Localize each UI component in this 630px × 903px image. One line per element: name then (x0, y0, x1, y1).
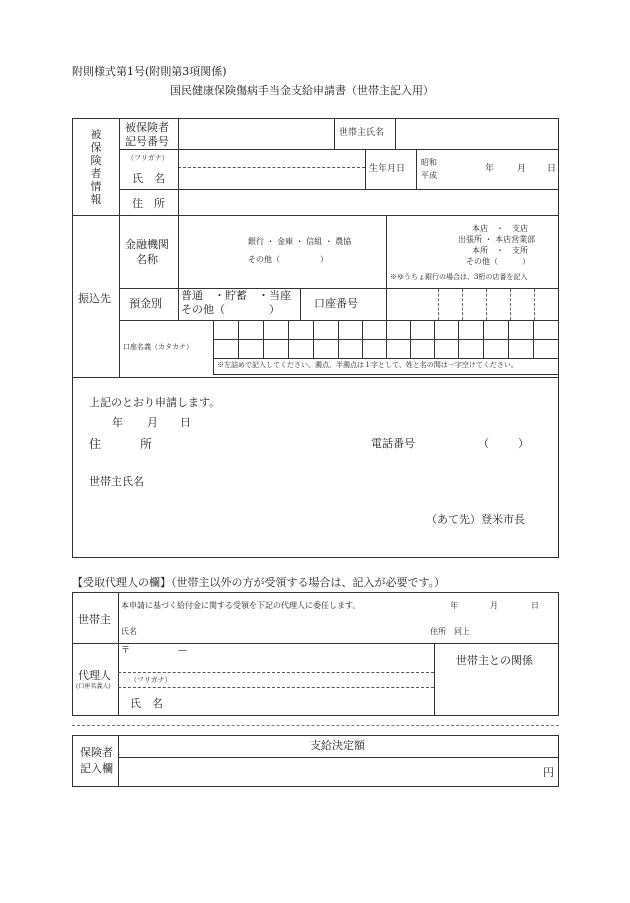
proxy-head-name-field[interactable] (140, 620, 420, 640)
declaration-address-label-2: 所 (140, 437, 153, 451)
deposit-label: 預金別 (129, 297, 162, 310)
transfer-section-label: 振込先 (78, 292, 111, 305)
amount-field[interactable] (119, 758, 539, 786)
account-name-label: 口座名義（カタカナ） (123, 343, 193, 351)
insured-number-label-2: 記号番号 (125, 135, 169, 148)
delegation-text: 本申請に基づく給付金に関する受領を下記の代理人に委任します。 (121, 601, 361, 610)
proxy-head-name-label: 氏名 (121, 627, 137, 636)
proxy-day: 日 (531, 601, 539, 610)
head-name-field[interactable] (396, 119, 558, 149)
branch-line-4[interactable]: その他（ ） (466, 257, 530, 266)
branch-line-3[interactable]: 本所 ・ 支所 (472, 246, 528, 255)
insured-number-label-1: 被保険者 (125, 121, 169, 134)
agent-name-field[interactable] (170, 688, 432, 715)
insured-section-label: 被保険者情報 (90, 128, 102, 206)
agent-name-label: 氏 名 (130, 697, 163, 710)
yen-unit: 円 (543, 766, 554, 779)
account-number-field[interactable] (387, 289, 558, 320)
bank-label-1: 金融機関 (125, 238, 169, 251)
account-name-note: ※左詰めで記入してください。濁点、半濁点は１字として、姓と名の間は一字空けてください。 (217, 361, 518, 369)
declaration-statement: 上記のとおり申請します。 (89, 396, 221, 409)
phone-close: ） (518, 437, 529, 450)
agent-address-field[interactable] (119, 644, 434, 672)
proxy-month: 月 (490, 601, 498, 610)
form-number: 附則様式第1号(附則第3項関係) (72, 65, 227, 78)
addressee: （あて先）登米市長 (426, 513, 525, 526)
proxy-address-label: 住所 同上 (430, 627, 470, 636)
agent-sub-label: (口座名義人) (76, 683, 111, 690)
insured-name-label: 氏 名 (132, 172, 165, 185)
birth-month: 月 (517, 164, 527, 174)
postal-mark: 〒 (121, 646, 131, 656)
account-number-label: 口座番号 (314, 297, 358, 310)
deposit-options-1[interactable]: 普通 ・貯蓄 ・当座 (181, 289, 291, 302)
proxy-section-title: 【受取代理人の欄】（世帯主以外の方が受領する場合は、記入が必要です。） (72, 576, 446, 589)
phone-label: 電話番号 (371, 437, 415, 450)
insurer-label-2: 記入欄 (80, 762, 113, 775)
branch-line-2[interactable]: 出張所 ・ 本店営業部 (458, 235, 536, 244)
era-showa: 昭和 (421, 158, 437, 167)
account-name-field[interactable] (214, 321, 558, 358)
birth-label: 生年月日 (369, 164, 406, 174)
deposit-options-2[interactable]: その他（ ） (181, 303, 280, 316)
amount-label: 支給決定額 (310, 739, 365, 752)
relationship-field[interactable] (435, 672, 558, 715)
declaration-address-label-1: 住 (89, 437, 102, 451)
declaration-day: 日 (180, 416, 191, 429)
declaration-month: 月 (147, 416, 158, 429)
yucho-note: ※ゆうちょ銀行の場合は、3桁の店番を記入 (390, 273, 528, 281)
page-title: 国民健康保険傷病手当金支給申請書（世帯主記入用） (170, 84, 434, 97)
branch-line-1[interactable]: 本店 ・ 支店 (472, 224, 528, 233)
birth-day: 日 (547, 164, 557, 174)
era-heisei: 平成 (421, 171, 437, 180)
postal-dash: — (178, 646, 187, 656)
insured-number-field[interactable] (179, 119, 334, 149)
agent-label: 代理人 (78, 669, 111, 682)
insured-address-label: 住 所 (132, 197, 165, 210)
proxy-year: 年 (450, 601, 458, 610)
declaration-head-name-label: 世帯主氏名 (89, 475, 144, 488)
declaration-year: 年 (112, 416, 123, 429)
bank-other[interactable]: その他（ ） (248, 255, 328, 264)
insured-address-field[interactable] (179, 190, 558, 215)
bank-types[interactable]: 銀行 ・ 金庫 ・ 信組 ・ 農協 (248, 237, 352, 246)
agent-furigana-label: （フリガナ） (130, 676, 172, 684)
bank-label-2: 名称 (136, 253, 158, 266)
furigana-label: （フリガナ） (127, 154, 169, 162)
insured-name-field[interactable] (179, 150, 365, 189)
phone-open: （ (478, 437, 489, 450)
head-name-label: 世帯主氏名 (339, 128, 385, 138)
relationship-label: 世帯主との関係 (456, 654, 533, 667)
cut-line (72, 725, 559, 726)
proxy-head-label: 世帯主 (78, 613, 111, 626)
birth-year: 年 (485, 164, 495, 174)
insurer-label-1: 保険者 (80, 746, 113, 759)
